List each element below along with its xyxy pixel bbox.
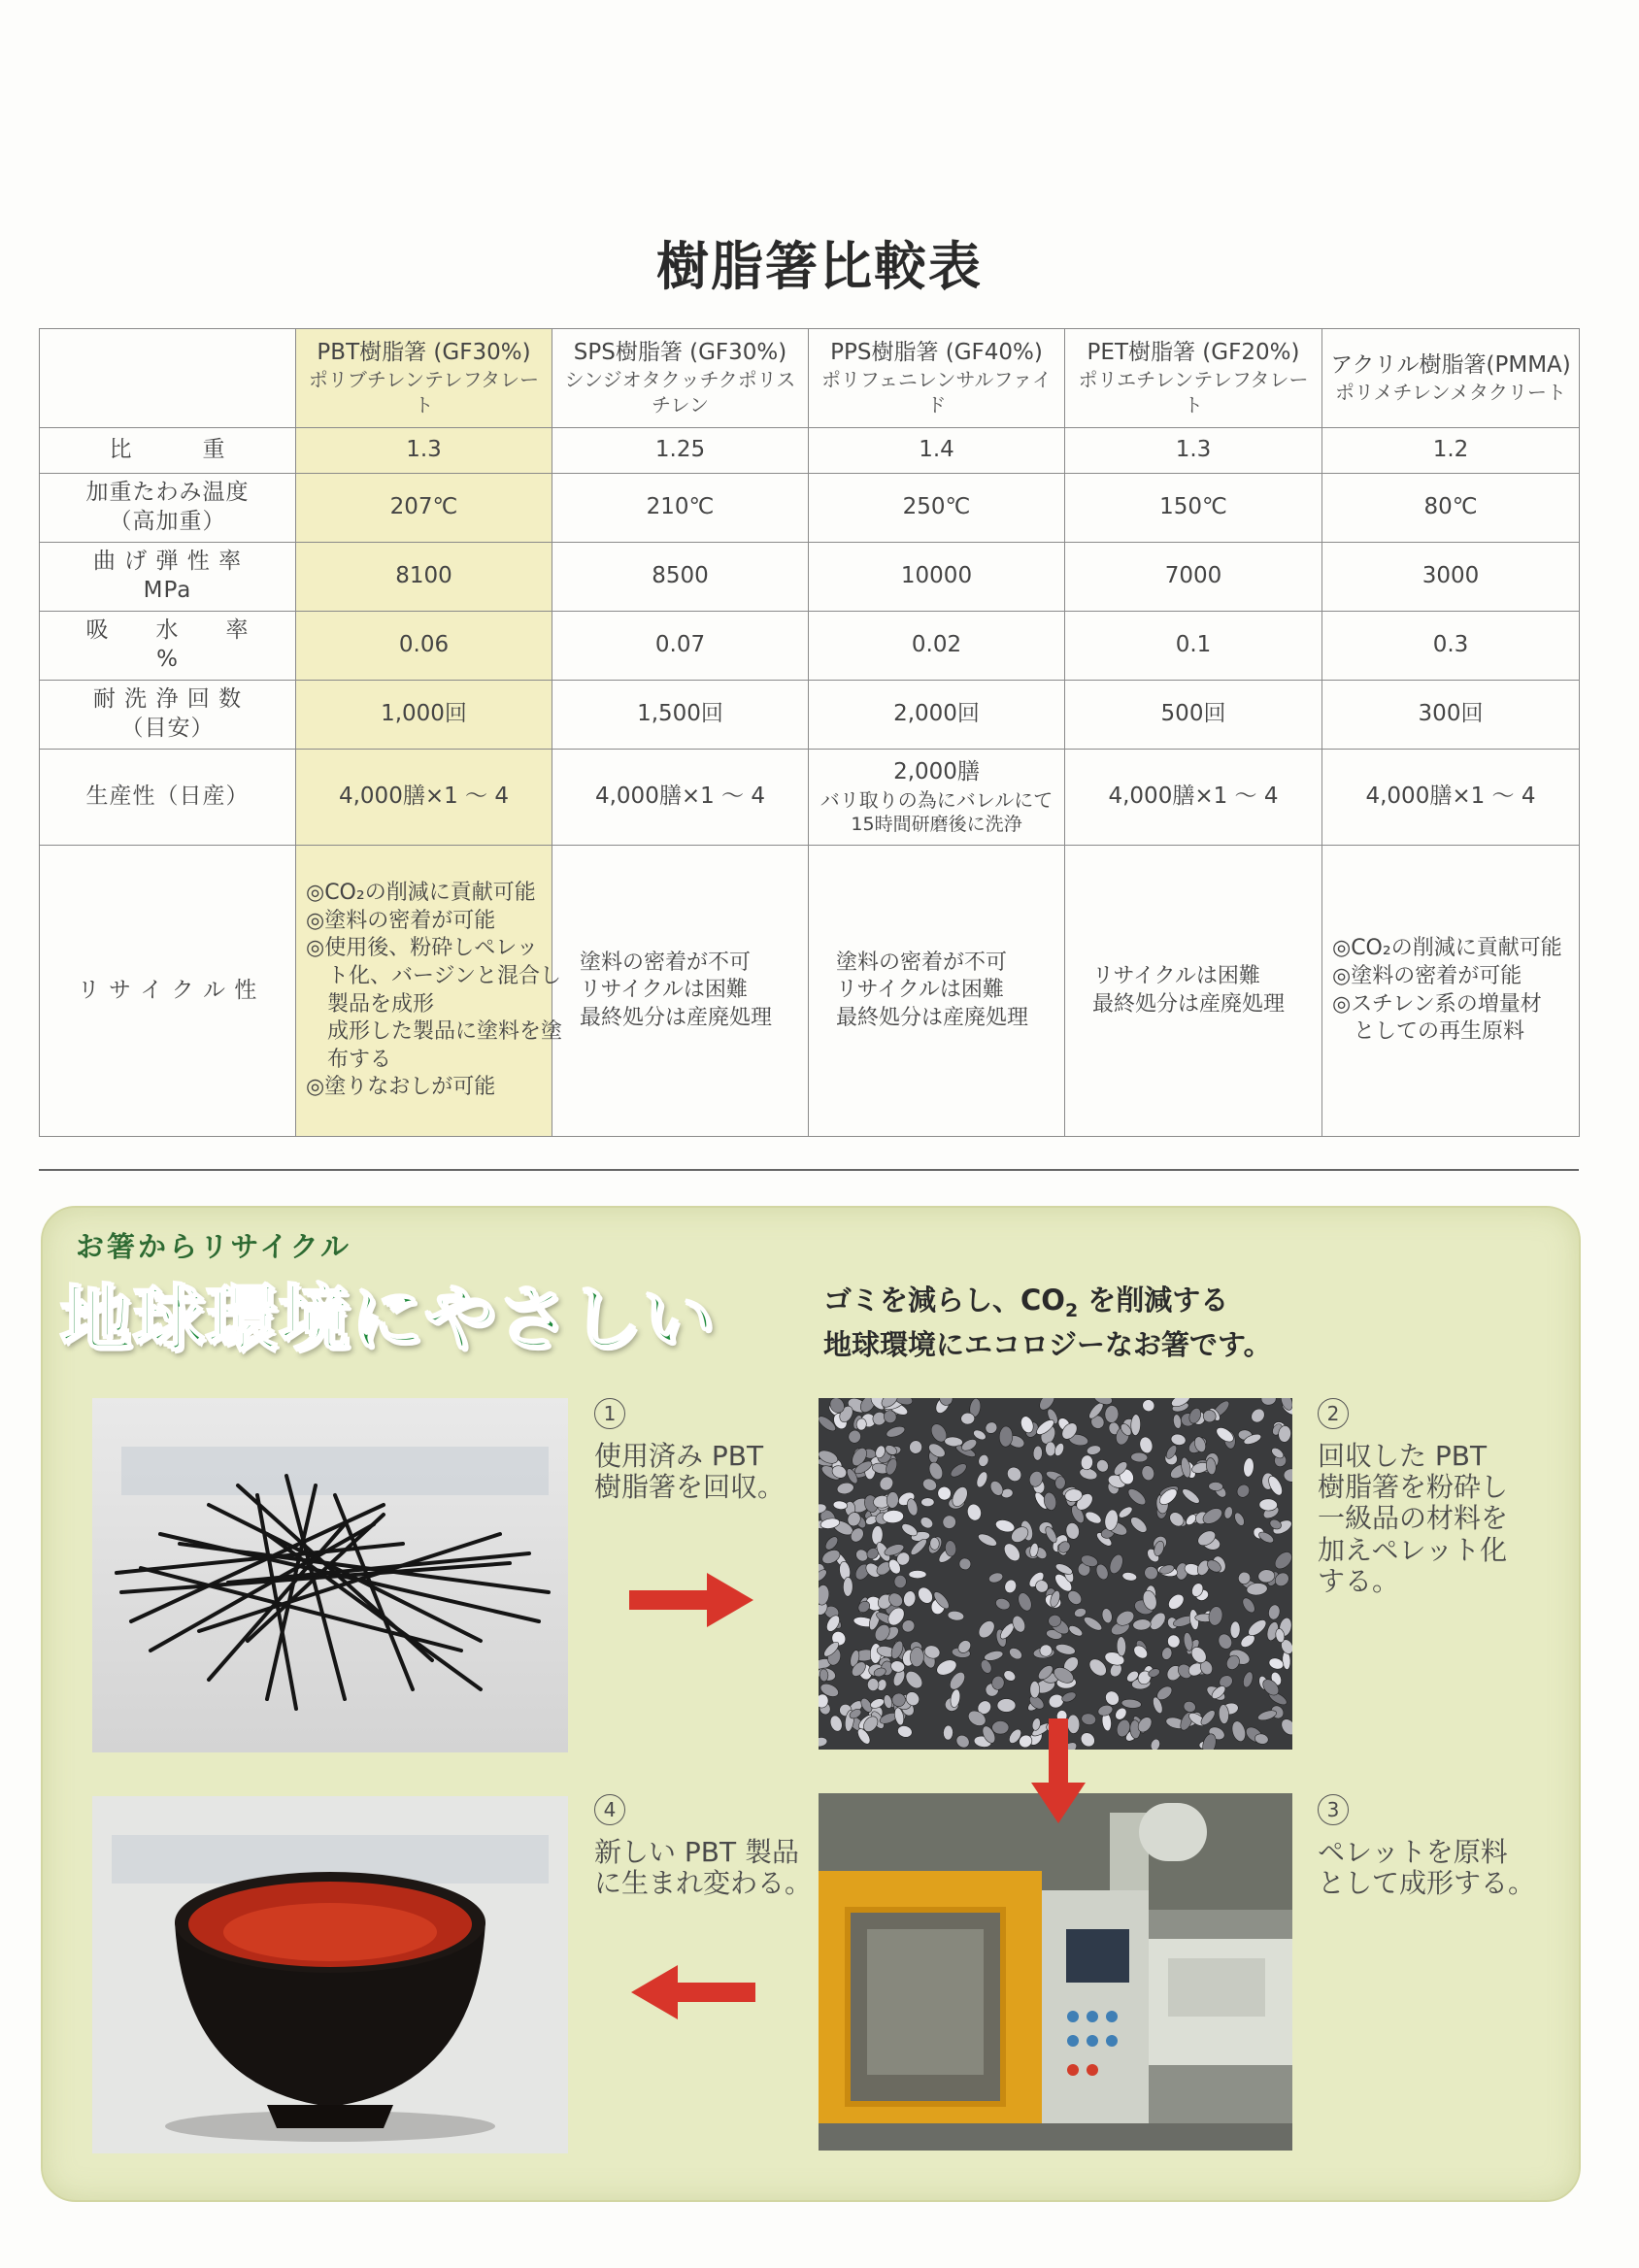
- arrow-down-icon: [1029, 1718, 1087, 1825]
- recycle-line: ◎塗りなおしが可能: [306, 1075, 496, 1100]
- pps-production-line: 15時間研磨後に洗浄: [851, 813, 1022, 835]
- recycle-line: 布する: [306, 1047, 392, 1072]
- table-cell: 3000: [1322, 543, 1580, 612]
- bowl-photo: [92, 1796, 568, 2153]
- table-cell: 1.3: [296, 428, 552, 474]
- pps-production-line: バリ取りの為にバレルにて: [820, 787, 1054, 812]
- table-cell: 1,000回: [296, 681, 552, 750]
- row-label: 吸 水 率 %: [40, 612, 296, 681]
- table-cell: 7000: [1065, 543, 1322, 612]
- table-cell: 1.3: [1065, 428, 1322, 474]
- tagline-text: ゴミを減らし、CO: [823, 1284, 1065, 1317]
- section-divider: [39, 1169, 1579, 1171]
- step-text: に生まれ変わる。: [594, 1867, 813, 1900]
- recycle-line: 塗料の密着が不可: [836, 950, 1008, 975]
- step-text: 樹脂箸を回収。: [594, 1471, 786, 1504]
- recycle-line: としての再生原料: [1332, 1019, 1525, 1045]
- recycle-cell-pbt: [296, 846, 563, 1137]
- recycle-line: 製品を成形: [306, 991, 435, 1017]
- row-label: リ サ イ ク ル 性: [40, 846, 296, 1137]
- col-header-pmma: アクリル樹脂箸(PMMA) ポリメチレンメタクリート: [1322, 329, 1580, 428]
- step-text: 新しい PBT 製品: [594, 1836, 799, 1868]
- table-cell: 8500: [552, 543, 809, 612]
- corner-cell: [40, 329, 296, 428]
- pellets-photo: [819, 1398, 1292, 1750]
- table-cell: 0.3: [1322, 612, 1580, 681]
- table-row-flexural-modulus: [40, 543, 1580, 612]
- table-cell: 1,500回: [552, 681, 809, 750]
- col-header-sps: SPS樹脂箸 (GF30%) シンジオタクッチクポリスチレン: [552, 329, 809, 428]
- recycle-line: ◎CO₂の削減に貢献可能: [1332, 936, 1562, 961]
- table-cell: 4,000膳×1 ～ 4: [296, 750, 552, 846]
- recycle-line: ◎塗料の密着が可能: [1332, 963, 1522, 988]
- row-label: 曲 げ 弾 性 率 MPa: [40, 543, 296, 612]
- table-row-deflection-temp: [40, 474, 1580, 543]
- recycle-cell-pet: [1065, 846, 1322, 1137]
- table-cell: 4,000膳×1 ～ 4: [1322, 750, 1580, 846]
- step-text: 一級品の材料を: [1318, 1502, 1509, 1535]
- table-cell: 4,000膳×1 ～ 4: [552, 750, 809, 846]
- table-cell: 150℃: [1065, 474, 1322, 543]
- recycle-line: 最終処分は産廃処理: [836, 1005, 1029, 1030]
- recycle-line: 成形した製品に塗料を塗: [306, 1019, 563, 1045]
- recycle-cell-sps: [552, 846, 809, 1137]
- table-cell: 1.2: [1322, 428, 1580, 474]
- col-header-pet: PET樹脂箸 (GF20%) ポリエチレンテレフタレート: [1065, 329, 1322, 428]
- table-cell: 1.25: [552, 428, 809, 474]
- recycle-line: 塗料の密着が不可: [580, 950, 752, 975]
- table-cell: 10000: [809, 543, 1065, 612]
- molding-machine-photo: [819, 1793, 1292, 2151]
- table-cell: 8100: [296, 543, 552, 612]
- step-text: ペレットを原料: [1318, 1836, 1508, 1868]
- step-text: 加えペレット化: [1318, 1533, 1508, 1566]
- col-header-pps: PPS樹脂箸 (GF40%) ポリフェニレンサルファイド: [809, 329, 1065, 428]
- table-cell: 4,000膳×1 ～ 4: [1065, 750, 1322, 846]
- table-row-specific-gravity: [40, 428, 1580, 474]
- step-3: [1318, 1792, 1535, 1899]
- table-cell: [809, 750, 1065, 846]
- table-cell: 500回: [1065, 681, 1322, 750]
- row-label: 比 重: [40, 428, 296, 474]
- tagline-sub: 2: [1064, 1299, 1079, 1321]
- tagline-text: を削減する: [1078, 1284, 1229, 1317]
- step-text: 樹脂箸を粉砕し: [1318, 1471, 1509, 1504]
- recycle-line: ◎塗料の密着が可能: [306, 908, 496, 933]
- step-number: 2: [1318, 1398, 1349, 1429]
- table-row-water-absorption: [40, 612, 1580, 681]
- step-text: 使用済み PBT: [594, 1440, 764, 1472]
- header-row: [40, 329, 1580, 428]
- recycle-line: ◎スチレン系の増量材: [1332, 991, 1542, 1017]
- table-cell: 80℃: [1322, 474, 1580, 543]
- step-text: 回収した PBT: [1318, 1440, 1488, 1472]
- table-cell: 250℃: [809, 474, 1065, 543]
- table-cell: 2,000回: [809, 681, 1065, 750]
- recycle-cell-pps: [809, 846, 1065, 1137]
- table-row-recycle: [40, 846, 1580, 1137]
- arrow-left-icon: [629, 1963, 755, 2021]
- table-row-wash-count: [40, 681, 1580, 750]
- step-number: 1: [594, 1398, 625, 1429]
- step-number: 4: [594, 1794, 625, 1825]
- table-row-production: [40, 750, 1580, 846]
- pps-production-line: 2,000膳: [893, 758, 980, 784]
- recycle-cell-pmma: [1322, 846, 1580, 1137]
- chopsticks-photo: [92, 1398, 568, 1752]
- eco-tagline: [823, 1280, 1272, 1365]
- recycle-line: ◎使用後、粉砕しペレッ: [306, 936, 538, 961]
- step-text: として成形する。: [1318, 1867, 1536, 1900]
- table-cell: 300回: [1322, 681, 1580, 750]
- recycle-line: ト化、バージンと混合し: [306, 963, 562, 988]
- arrow-right-icon: [629, 1571, 755, 1629]
- eco-pre-heading: お箸からリサイクル: [76, 1230, 351, 1263]
- page-title: 樹脂箸比較表: [656, 236, 983, 297]
- table-cell: 0.07: [552, 612, 809, 681]
- table-cell: 1.4: [809, 428, 1065, 474]
- recycle-line: 最終処分は産廃処理: [580, 1005, 773, 1030]
- comparison-table: [39, 328, 1580, 1137]
- recycle-line: ◎CO₂の削減に貢献可能: [306, 881, 536, 906]
- step-4: [594, 1792, 812, 1899]
- col-header-pbt: PBT樹脂箸 (GF30%) ポリブチレンテレフタレート: [296, 329, 552, 428]
- step-text: する。: [1318, 1564, 1400, 1597]
- step-number: 3: [1318, 1794, 1349, 1825]
- row-label: 加重たわみ温度 （高加重）: [40, 474, 296, 543]
- recycle-line: リサイクルは困難: [1092, 963, 1260, 988]
- table-cell: 0.1: [1065, 612, 1322, 681]
- step-1: [594, 1396, 785, 1503]
- table-cell: 207℃: [296, 474, 552, 543]
- row-label: 耐 洗 浄 回 数 （目安）: [40, 681, 296, 750]
- tagline-text: 地球環境にエコロジーなお箸です。: [823, 1328, 1272, 1362]
- recycle-line: リサイクルは困難: [836, 978, 1004, 1003]
- recycle-line: リサイクルは困難: [580, 978, 748, 1003]
- table-cell: 0.02: [809, 612, 1065, 681]
- recycle-line: 最終処分は産廃処理: [1092, 991, 1286, 1017]
- table-cell: 210℃: [552, 474, 809, 543]
- step-2: [1318, 1396, 1508, 1597]
- table-cell: 0.06: [296, 612, 552, 681]
- eco-heading: 地球環境にやさしい: [60, 1278, 716, 1361]
- row-label: 生産性（日産）: [40, 750, 296, 846]
